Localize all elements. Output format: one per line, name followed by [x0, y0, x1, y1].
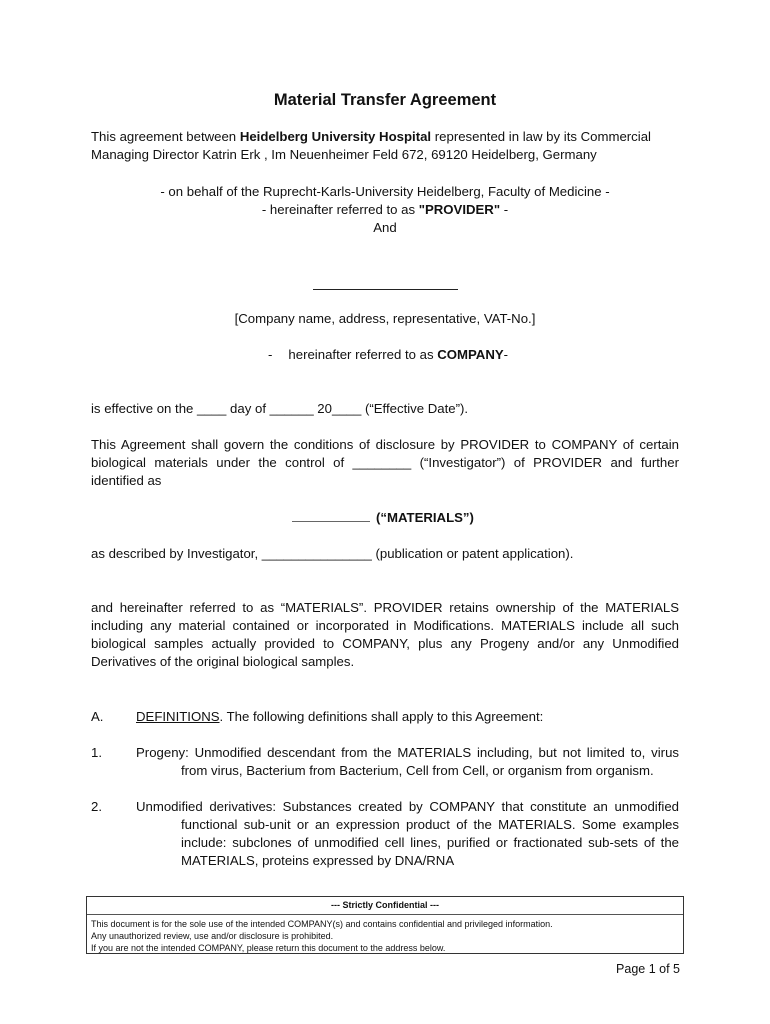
intro-text-2: represented in law by its Commercial Managing Director Katrin Erk , Im Neuenheimer Feld 672, 69120 Heidelberg, Germany: [91, 129, 651, 162]
definitions-heading: DEFINITIONS: [136, 709, 220, 724]
confidential-line-3: If you are not the intended COMPANY, please return this document to the address below.: [91, 943, 446, 953]
company-label: COMPANY: [437, 347, 504, 362]
definition-1-text: Progeny: Unmodified descendant from the MATERIALS including, but not limited to, virus from virus, Bacterium from Bacterium, Cell from Cell, or organism from organism.: [136, 745, 679, 778]
confidential-title: --- Strictly Confidential ---: [331, 900, 439, 910]
provider-line-pre: - hereinafter referred to as: [261, 202, 419, 217]
section-a-rest: . The following definitions shall apply to this Agreement:: [219, 709, 544, 724]
govern-paragraph: This Agreement shall govern the conditions of disclosure by PROVIDER to COMPANY of certain biological materials under the control of ________ (“Investigator”) of PROVIDER and further identified as: [91, 437, 679, 488]
confidential-line-1: This document is for the sole use of the intended COMPANY(s) and contains confidential and privileged information.: [91, 919, 553, 929]
company-ref-post: -: [503, 347, 509, 362]
company-name-blank: [313, 275, 458, 295]
confidential-notice-box: [86, 896, 684, 954]
behalf-line: - on behalf of the Ruprecht-Karls-University Heidelberg, Faculty of Medicine -: [160, 184, 610, 199]
company-ref-text: hereinafter referred to as: [288, 347, 438, 362]
definition-2-text: Unmodified derivatives: Substances created by COMPANY that constitute an unmodified functional sub-unit or an expression product of the MATERIALS. Some examples include: subclones of unmodified cell lines, purified or fractionated sub-sets of the MATERIALS, proteins expressed by DNA/RNA: [136, 799, 679, 868]
provider-line: [0, 201, 770, 219]
confidential-line-2: Any unauthorized review, use and/or disclosure is prohibited.: [91, 931, 334, 941]
confidential-divider: [87, 914, 683, 915]
confidential-body: [91, 918, 679, 954]
described-line: as described by Investigator, _______________ (publication or patent application).: [91, 546, 574, 561]
intro-paragraph: [91, 128, 681, 164]
definition-1-number: 1.: [91, 745, 102, 760]
materials-paragraph: and hereinafter referred to as “MATERIALS”. PROVIDER retains ownership of the MATERIALS including any material contained or incorporated in Modifications. MATERIALS include all such biological samples actually provided to COMPANY, plus any Progeny and/or any Unmodified Derivatives of the original biological samples.: [91, 600, 679, 669]
hospital-name: Heidelberg University Hospital: [239, 129, 432, 144]
section-a-number: A.: [91, 709, 104, 724]
section-a-heading-line: [136, 708, 679, 726]
page-number: Page 1 of 5: [616, 962, 680, 976]
materials-label: (“MATERIALS”): [376, 510, 474, 525]
provider-label: "PROVIDER": [418, 202, 501, 217]
materials-blank: [292, 509, 370, 522]
intro-text-1: This agreement between: [91, 129, 240, 144]
document-title: Material Transfer Agreement: [273, 91, 497, 109]
provider-line-post: -: [500, 202, 509, 217]
company-placeholder: [Company name, address, representative, VAT-No.]: [234, 311, 536, 326]
company-reference-line: [268, 346, 668, 364]
company-ref-dash: -: [268, 347, 273, 362]
effective-date-line: is effective on the ____ day of ______ 20____ (“Effective Date”).: [91, 401, 469, 416]
and-label: And: [373, 220, 397, 235]
definition-2-number: 2.: [91, 799, 102, 814]
materials-line: [292, 509, 592, 527]
